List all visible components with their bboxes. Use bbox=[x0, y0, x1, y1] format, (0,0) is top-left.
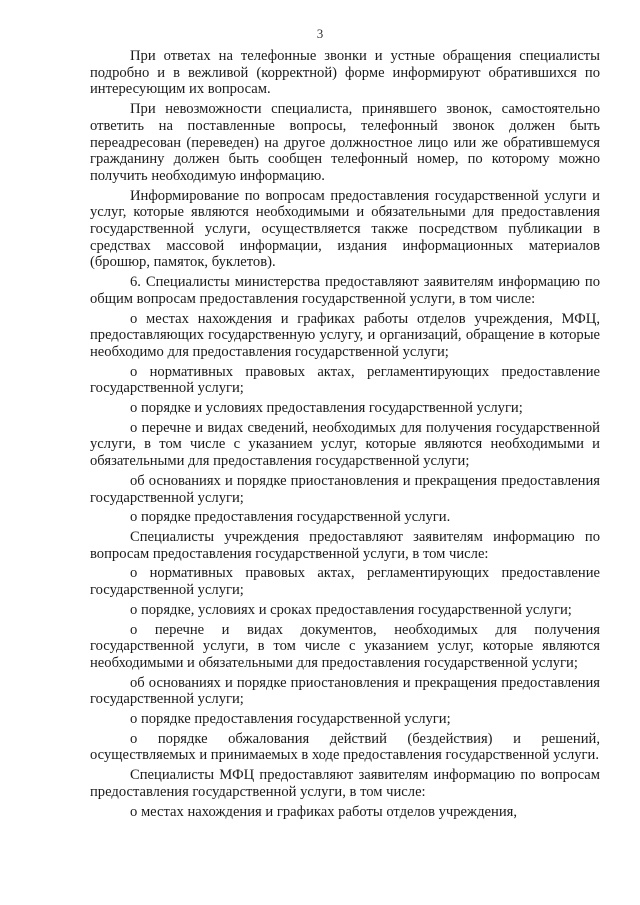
list-item: о местах нахождения и графиках работы отделов учреждения, bbox=[130, 803, 518, 820]
document-body bbox=[90, 48, 600, 823]
list-item: о порядке, условиях и сроках предоставления государственной услуги; bbox=[130, 601, 572, 618]
paragraph: Специалисты МФЦ предоставляют заявителям информацию по вопросам предоставления государственной услуги, в том числе: bbox=[90, 767, 600, 800]
list-item: о местах нахождения и графиках работы отделов учреждения, МФЦ, предоставляющих государственную услугу, и организаций, обращение в которые необходимо для предоставления государственной услуги; bbox=[90, 310, 600, 360]
list-item: об основаниях и порядке приостановления и прекращения предоставления государственной услуги; bbox=[90, 472, 600, 506]
paragraph: При невозможности специалиста, принявшего звонок, самостоятельно ответить на поставленные вопросы, телефонный звонок должен быть переадресован (переведен) на другое должностное лицо или же обратившемуся гражданину должен быть сообщен телефонный номер, по которому можно получить необходимую информацию. bbox=[90, 101, 600, 184]
paragraph: Информирование по вопросам предоставления государственной услуги и услуг, которые являются необходимыми и обязательными для предоставления государственной услуги, осуществляется также посредством публикации в средствах массовой информации, издания информационных материалов (брошюр, памяток, буклетов). bbox=[90, 187, 600, 271]
page-number: 3 bbox=[316, 26, 324, 41]
list-item: об основаниях и порядке приостановления и прекращения предоставления государственной услуги; bbox=[90, 674, 600, 708]
list-item: о порядке и условиях предоставления государственной услуги; bbox=[130, 400, 523, 417]
list-item: о порядке обжалования действий (бездействия) и решений, осуществляемых и принимаемых в ходе предоставления государственной услуги. bbox=[90, 730, 600, 764]
list-item: о перечне и видах документов, необходимых для получения государственной услуги, в том числе с указанием услуг, которые являются необходимыми и обязательными для предоставления государственной услуги; bbox=[90, 621, 600, 671]
list-item: о нормативных правовых актах, регламентирующих предоставление государственной услуги; bbox=[90, 363, 600, 397]
paragraph: При ответах на телефонные звонки и устные обращения специалисты подробно и в вежливой (корректной) форме информируют обратившихся по интересующим их вопросам. bbox=[90, 48, 600, 98]
list-item: о порядке предоставления государственной услуги; bbox=[130, 711, 451, 728]
paragraph: 6. Специалисты министерства предоставляют заявителям информацию по общим вопросам предоставления государственной услуги, в том числе: bbox=[90, 274, 600, 307]
list-item: о нормативных правовых актах, регламентирующих предоставление государственной услуги; bbox=[90, 565, 600, 599]
list-item: о перечне и видах сведений, необходимых для получения государственной услуги, в том числе с указанием услуг, которые являются необходимыми и обязательными для предоставления государственной услуги; bbox=[90, 419, 600, 470]
list-item: о порядке предоставления государственной услуги. bbox=[130, 509, 451, 526]
paragraph: Специалисты учреждения предоставляют заявителям информацию по вопросам предоставления государственной услуги, в том числе: bbox=[90, 528, 600, 562]
